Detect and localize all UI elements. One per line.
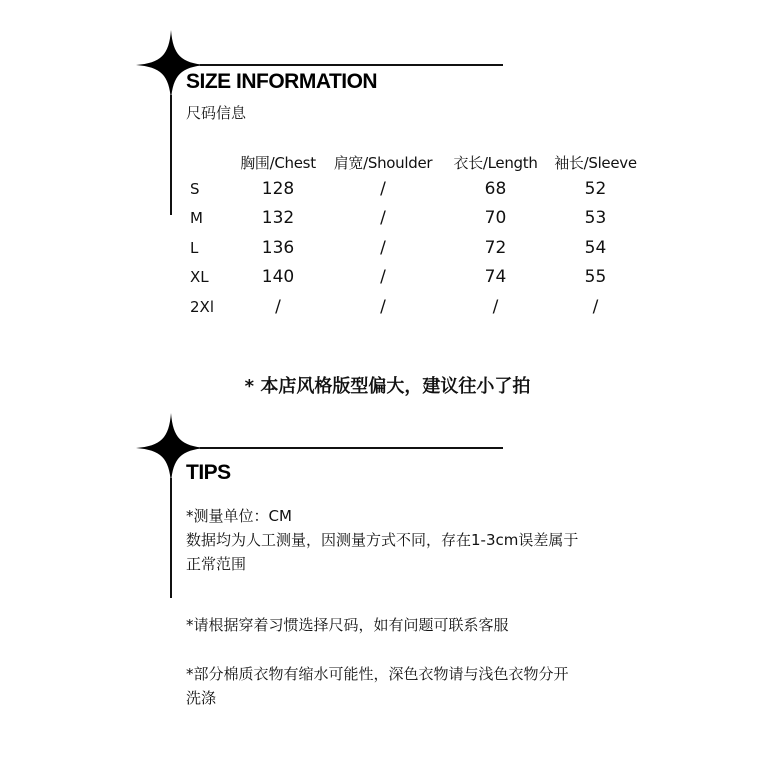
size-label: L	[190, 238, 199, 257]
section-divider-vertical	[170, 95, 172, 215]
table-cell: /	[592, 296, 599, 317]
table-row	[178, 263, 643, 293]
table-cell: /	[380, 178, 386, 199]
table-cell: 128	[261, 178, 295, 199]
table-cell: 140	[261, 267, 295, 288]
table-cell: /	[380, 296, 386, 317]
tip-item	[186, 504, 578, 576]
tip-item	[186, 662, 569, 710]
size-label: 2Xl	[190, 297, 214, 316]
table-header-cell	[178, 150, 233, 174]
table-cell: /	[380, 237, 386, 258]
table-cell: 70	[484, 208, 507, 229]
tip-line: *部分棉质衣物有缩水可能性，深色衣物请与浅色衣物分开	[186, 665, 569, 683]
size-subtitle: 尺码信息	[186, 104, 247, 122]
table-header-row	[178, 150, 643, 174]
size-note: * 本店风格版型偏大，建议往小了拍	[244, 376, 531, 397]
tip-line: *请根据穿着习惯选择尺码，如有问题可联系客服	[186, 616, 509, 634]
table-cell: 72	[484, 237, 507, 258]
table-header-cell: 胸围/Chest	[240, 153, 316, 172]
table-row	[178, 204, 643, 234]
table-header-cell: 肩宽/Shoulder	[333, 153, 433, 172]
section-divider	[200, 64, 503, 66]
table-row	[178, 174, 643, 204]
table-cell: 54	[584, 237, 607, 258]
section-divider-vertical	[170, 478, 172, 598]
section-divider	[200, 447, 503, 449]
tips-title: TIPS	[186, 461, 231, 484]
table-header-cell: 袖长/Sleeve	[554, 153, 637, 172]
table-cell: 53	[584, 208, 607, 229]
table-cell: 52	[584, 178, 607, 199]
size-table	[178, 150, 643, 322]
tip-item	[186, 613, 509, 637]
table-header-cell: 衣长/Length	[453, 153, 538, 172]
size-label: M	[190, 209, 203, 228]
size-label: S	[190, 179, 200, 198]
tip-line: 数据均为人工测量，因测量方式不同，存在1-3cm误差属于	[186, 531, 579, 549]
table-cell: 136	[261, 237, 295, 258]
size-label: XL	[190, 268, 209, 287]
tip-line: 正常范围	[186, 555, 247, 573]
table-cell: 132	[261, 208, 295, 229]
table-cell: 74	[484, 267, 507, 288]
table-cell: /	[492, 296, 499, 317]
table-row	[178, 292, 643, 322]
table-cell: /	[380, 208, 386, 229]
table-cell: /	[380, 267, 386, 288]
table-row	[178, 233, 643, 263]
tip-line: 洗涤	[186, 689, 217, 707]
table-cell: 55	[584, 267, 607, 288]
tip-line: *测量单位：CM	[186, 507, 292, 525]
table-cell: /	[275, 296, 281, 317]
size-title: SIZE INFORMATION	[186, 70, 378, 93]
table-cell: 68	[484, 178, 507, 199]
